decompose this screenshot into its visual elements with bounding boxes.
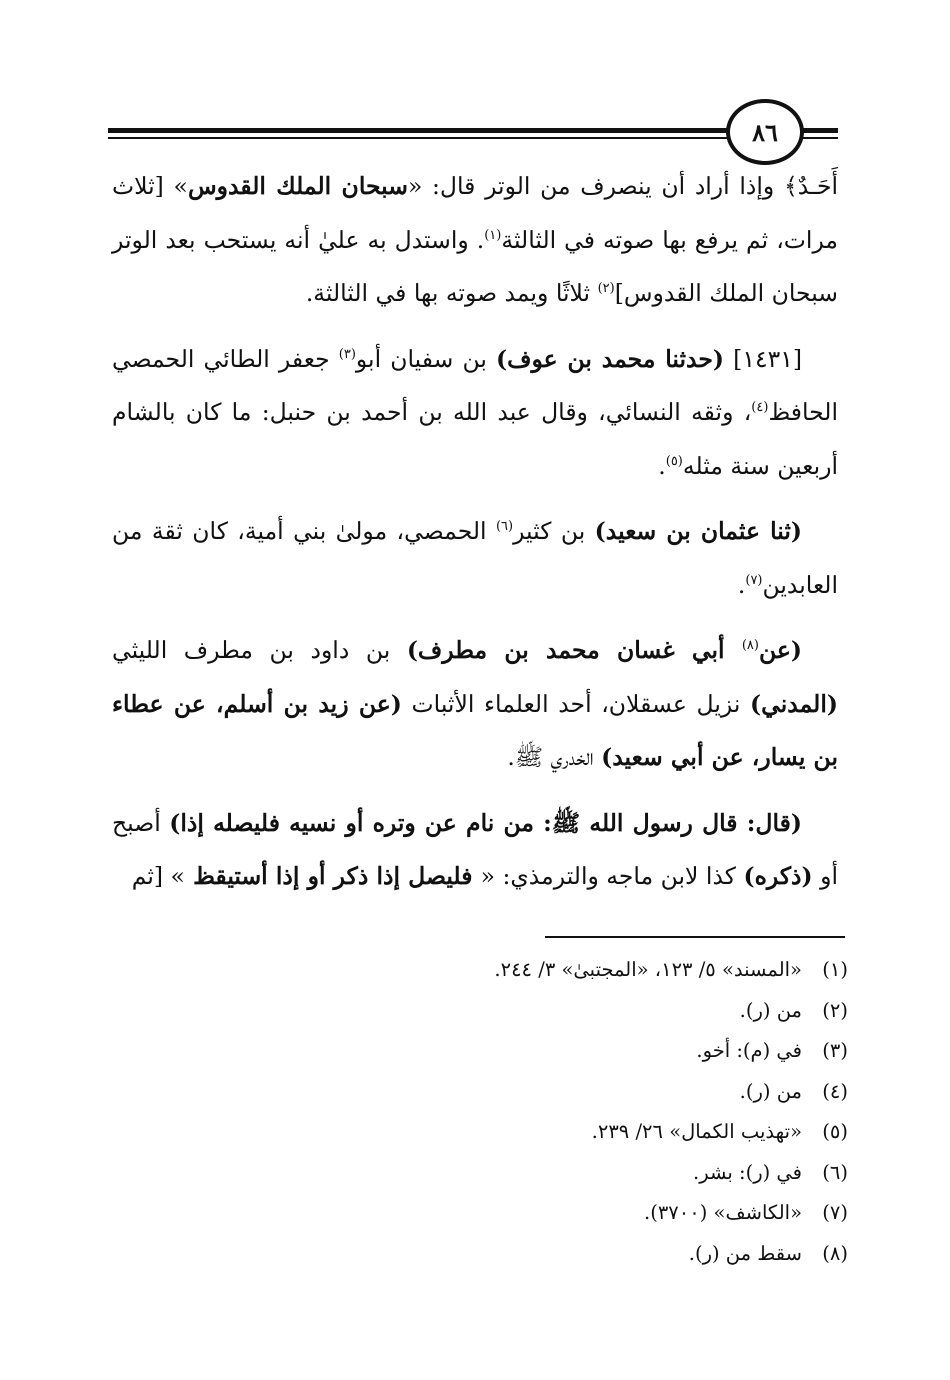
- header-rule-end-thin: [803, 137, 838, 139]
- footnote-ref: (٤): [751, 400, 769, 416]
- bold-text: (حدثنا محمد بن عوف): [496, 344, 725, 373]
- text-span: بن كثير: [513, 517, 595, 545]
- text-span: بن سفيان أبو: [355, 344, 497, 373]
- footnote-ref: (٣): [338, 346, 356, 362]
- bold-text: (المدني): [750, 689, 838, 718]
- footnote-text: في (ر): بشر.: [693, 1160, 802, 1184]
- footnote-number: (٣): [822, 1039, 848, 1062]
- footnote-item: [300, 1153, 848, 1194]
- paragraph-3: [112, 505, 838, 612]
- footnote-number: (٨): [822, 1241, 848, 1265]
- text-span: أصبح أو: [112, 808, 838, 890]
- footnote-ref: (٥): [665, 453, 683, 469]
- page-number: ٨٦: [726, 99, 804, 165]
- header-rule-thick: [108, 128, 728, 133]
- footnote-text: من (ر).: [739, 1079, 802, 1103]
- footnote-text: من (ر).: [739, 998, 802, 1022]
- footnote-item: [300, 1031, 848, 1072]
- footnote-number: (٧): [822, 1201, 848, 1224]
- footnotes: [300, 950, 848, 1274]
- footnote-number: (٤): [822, 1079, 848, 1103]
- paragraph-5: [112, 797, 838, 904]
- bold-text: (ذكره): [743, 862, 813, 890]
- footnote-ref: (٨): [741, 638, 759, 654]
- bold-text: (عن زيد بن أسلم، عن عطاء بن يسار، عن أبي سعيد): [112, 689, 838, 771]
- text-span: ﴾ وإذا أراد أن ينصرف من الوتر قال: «: [407, 172, 798, 200]
- paragraph-2: [112, 333, 838, 494]
- footnote-ref: (٦): [495, 519, 514, 535]
- page-header: [108, 95, 838, 165]
- footnote-text: «الكاشف» (٣٧٠٠).: [644, 1201, 802, 1224]
- bold-text: (عن: [758, 636, 802, 664]
- footnote-item: [300, 1234, 848, 1275]
- footnote-item: [300, 991, 848, 1032]
- bold-text: سبحان الملك القدوس: [187, 172, 408, 200]
- footnote-item: [300, 1072, 848, 1113]
- text-span: .: [658, 451, 666, 480]
- text-span: ، وثقه النسائي، وقال عبد الله بن أحمد بن حنبل: ما كان بالشام أربعين سنة مثله: [112, 398, 838, 480]
- text-span: نزيل عسقلان، أحد العلماء الأثبات: [401, 689, 751, 718]
- hadith-number: [١٤٣١]: [724, 344, 803, 373]
- footnote-separator: [545, 936, 845, 938]
- bold-text: (قال: قال رسول الله ﷺ: من نام عن وتره أو نسيه فليصله إذا): [169, 808, 802, 837]
- footnote-number: (٦): [822, 1160, 848, 1184]
- header-rule-end-thick: [803, 128, 838, 133]
- bold-text: (ثنا عثمان بن سعيد): [594, 517, 803, 545]
- footnote-text: «المسند» ٥/ ١٢٣، «المجتبىٰ» ٣/ ٢٤٤.: [494, 958, 802, 981]
- footnote-ref: (١): [484, 227, 502, 243]
- bold-text: فليصل إذا ذكر أو إذا أستيقظ: [184, 862, 481, 890]
- footnote-item: [300, 950, 848, 991]
- footnote-number: (٥): [822, 1120, 848, 1143]
- bold-text: أبي غسان محمد بن مطرف): [406, 636, 742, 664]
- footnote-number: (٢): [822, 998, 848, 1022]
- text-span: ثلاثًا ويمد صوته بها في الثالثة.: [305, 279, 598, 307]
- text-span: جعفر الطائي الحمصي الحافظ: [112, 344, 838, 426]
- text-span: أَحَـدٌ: [797, 172, 838, 200]
- paragraph-4: [112, 624, 838, 785]
- text-span: الحمصي، مولىٰ بني أمية، كان ثقة من العابدين: [112, 517, 838, 599]
- text-span: .: [737, 570, 746, 599]
- footnote-text: سقط من (ر).: [688, 1241, 802, 1265]
- footnote-ref: (٢): [597, 281, 615, 297]
- footnote-item: [300, 1193, 848, 1234]
- paragraph-1: [112, 160, 838, 321]
- main-text: [112, 160, 838, 916]
- text-span: » [ثلاث مرات، ثم يرفع بها صوته في الثالثة: [112, 172, 838, 254]
- text-span: . واستدل به عليٰ أنه يستحب بعد الوتر سبحان الملك القدوس]: [112, 225, 838, 307]
- text-span: بن داود بن مطرف الليثي: [112, 636, 407, 664]
- footnote-text: «تهذيب الكمال» ٢٦/ ٢٣٩.: [591, 1120, 802, 1143]
- text-span: كذا لابن ماجه والترمذي: «: [480, 862, 744, 890]
- footnote-number: (١): [822, 958, 848, 981]
- footnote-text: في (م): أخو.: [696, 1039, 802, 1062]
- text-span: الخدري ﷺ.: [507, 743, 602, 771]
- footnote-ref: (٧): [745, 572, 763, 588]
- header-rule-thin: [108, 137, 728, 139]
- text-span: » [ثم: [131, 862, 185, 890]
- footnote-item: [300, 1112, 848, 1153]
